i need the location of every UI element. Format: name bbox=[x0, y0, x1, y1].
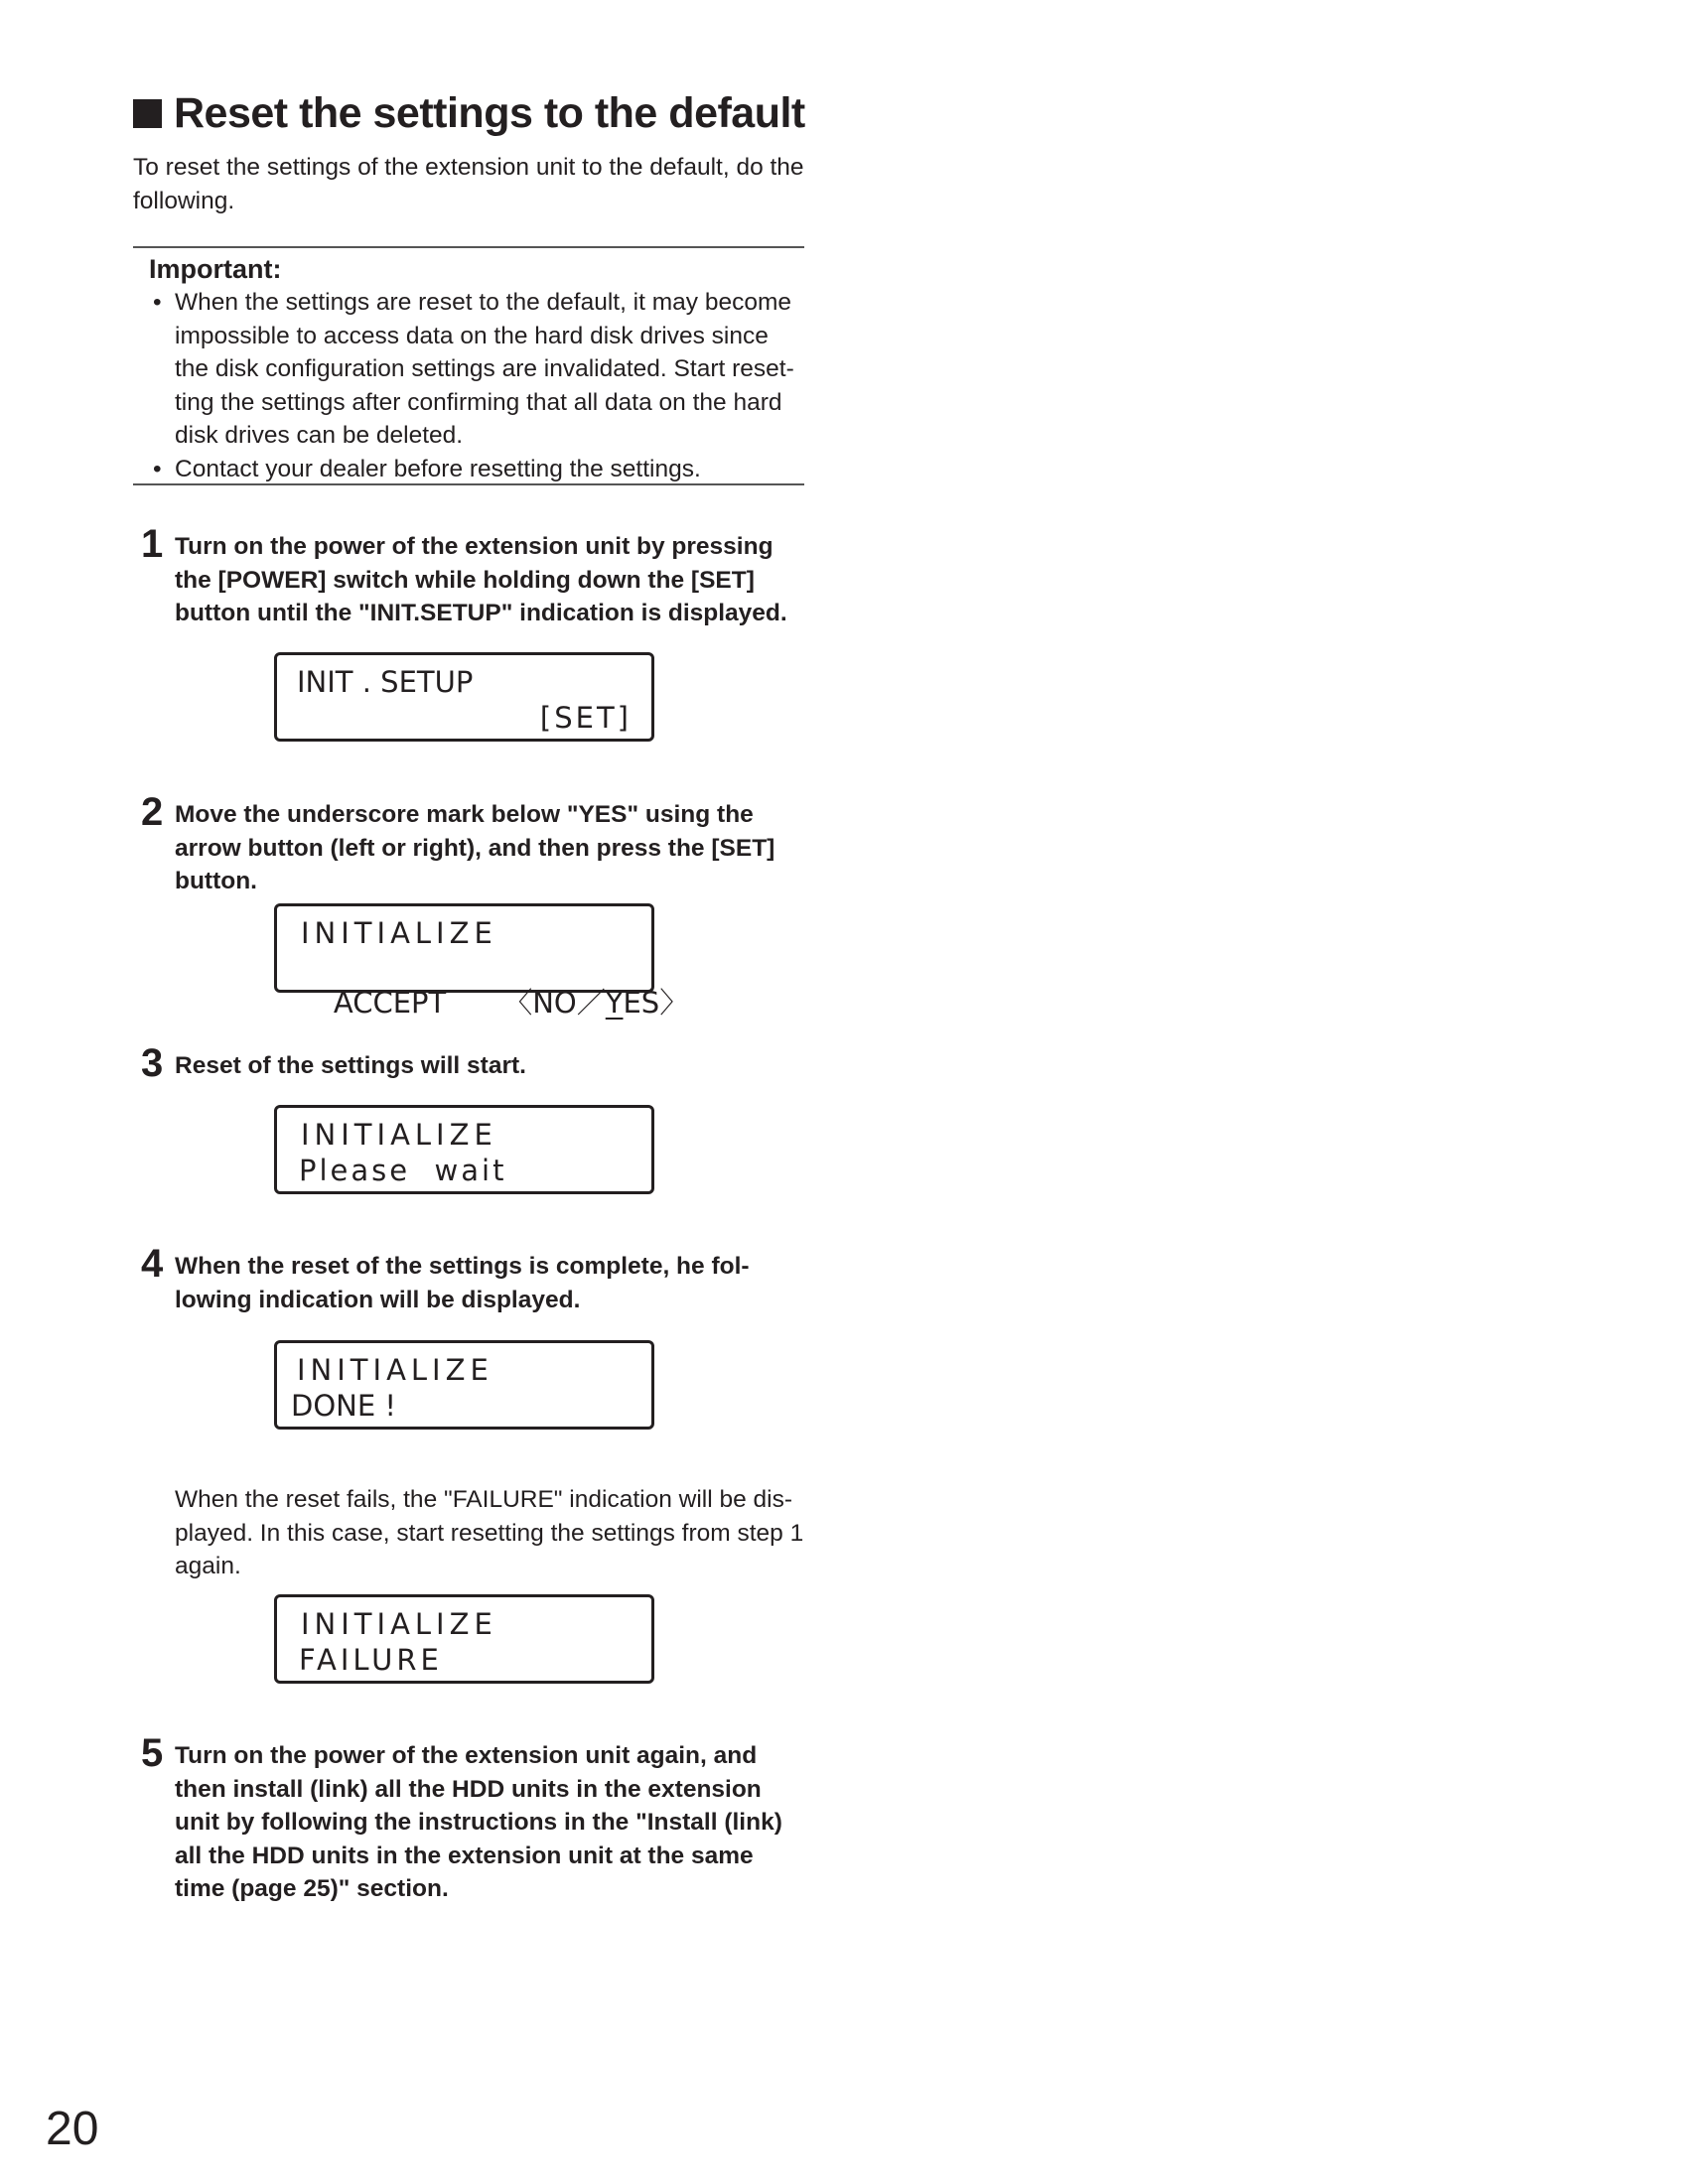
step-text: Reset of the settings will start. bbox=[175, 1052, 526, 1079]
lcd-display-please-wait bbox=[274, 1105, 654, 1194]
step-number: 4 bbox=[141, 1242, 164, 1286]
step-text: Turn on the power of the extension unit by pressing the [POWER] switch while holding down the [SET] button until the "INIT.SETUP" indication is displayed. bbox=[175, 533, 787, 626]
lcd-line-1: INITIALIZE bbox=[301, 1607, 497, 1641]
step-number: 3 bbox=[141, 1041, 164, 1085]
lcd-line-2: [SET] bbox=[539, 701, 632, 735]
important-top-rule bbox=[133, 246, 804, 248]
important-label: Important: bbox=[149, 254, 282, 284]
no-option: 〈NO／ bbox=[503, 986, 606, 1020]
lcd-line-1: INITIALIZE bbox=[301, 916, 497, 950]
lcd-display-done bbox=[274, 1340, 654, 1430]
step-5 bbox=[133, 1731, 808, 1906]
step-3 bbox=[133, 1041, 808, 1085]
step-number: 5 bbox=[141, 1731, 164, 1775]
step-number: 1 bbox=[141, 522, 164, 566]
step-1 bbox=[133, 522, 808, 630]
section-heading bbox=[133, 87, 805, 139]
important-bottom-rule bbox=[133, 483, 804, 485]
section-title: Reset the settings to the default bbox=[174, 89, 805, 137]
yes-option-rest: ES〉 bbox=[623, 986, 689, 1020]
step-number: 2 bbox=[141, 790, 164, 834]
accept-label: ACCEPT bbox=[333, 986, 447, 1020]
lcd-display-init-setup bbox=[274, 652, 654, 742]
important-bullet-1: • When the settings are reset to the default, it may become impossible to access data on the hard disk drives since the disk configuration settings are invalidated. Start reset-ting the settings after confirming that all data on the hard disk drives can be deleted. bbox=[149, 286, 804, 453]
lcd-line-2 bbox=[297, 952, 688, 1053]
lcd-display-failure bbox=[274, 1594, 654, 1684]
lcd-line-1: INIT . SETUP bbox=[297, 665, 474, 699]
step-4 bbox=[133, 1242, 808, 1316]
page-number: 20 bbox=[46, 2103, 99, 2155]
lcd-line-2: DONE ! bbox=[291, 1389, 397, 1423]
lcd-display-accept bbox=[274, 903, 689, 1020]
step-text: Move the underscore mark below "YES" using the arrow button (left or right), and then press the [SET] button. bbox=[175, 801, 775, 894]
important-list bbox=[149, 286, 804, 485]
failure-note: When the reset fails, the "FAILURE" indication will be dis-played. In this case, start resetting the settings from step 1 again. bbox=[175, 1486, 804, 1579]
lcd-line-1: INITIALIZE bbox=[297, 1353, 493, 1387]
square-bullet-icon bbox=[133, 99, 162, 128]
lcd-line-2: FAILURE bbox=[299, 1643, 443, 1677]
step-text: When the reset of the settings is complete, he fol-lowing indication will be displayed. bbox=[175, 1253, 750, 1313]
step-text: Turn on the power of the extension unit again, and then install (link) all the HDD units in the extension unit by following the instructions in the "Install (link) all the HDD units in the extension unit at the same time (page 25)" section. bbox=[175, 1742, 782, 1902]
lcd-line-2: Please wait bbox=[299, 1154, 507, 1187]
intro-paragraph: To reset the settings of the extension unit to the default, do the following. bbox=[133, 154, 804, 214]
underscore-cursor: Y bbox=[605, 986, 624, 1020]
step-2 bbox=[133, 790, 808, 898]
lcd-line-1: INITIALIZE bbox=[301, 1118, 497, 1152]
important-bullet-2: • Contact your dealer before resetting the settings. bbox=[149, 453, 804, 486]
